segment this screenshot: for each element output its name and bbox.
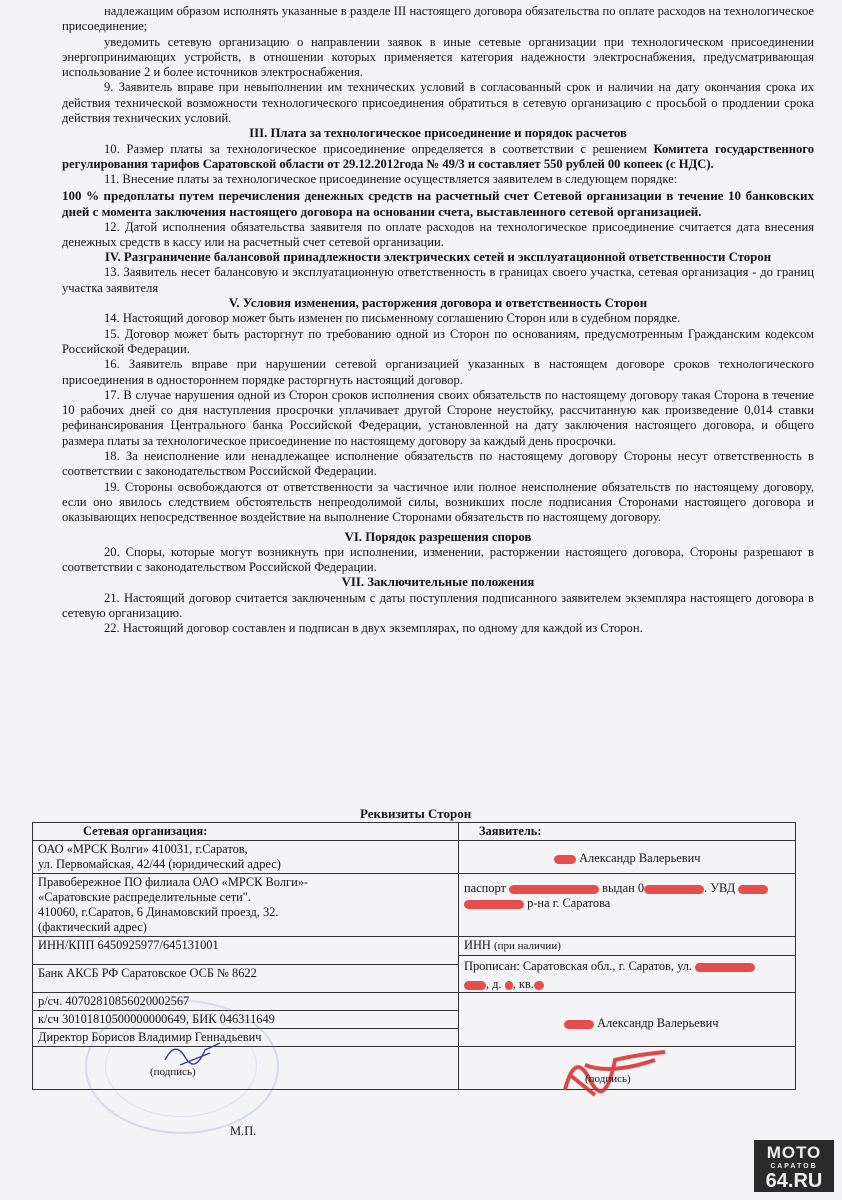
redaction-mark (464, 981, 486, 990)
paragraph-21: 21. Настоящий договор считается заключенным с даты поступления подписанного заявителем экземпляра настоящего договора в сетевую организацию. (62, 590, 814, 620)
paragraph-17: 17. В случае нарушения одной из Сторон сроков исполнения своих обязательств по настоящему договору такая Сторона в течение 10 рабочих дней со дня наступления просрочки уплачивает другой Стороне неустойку, рассчитанную как произведение 0,014 ставки рефинансирования Центрального банка Российской Федерации, установленной на дату заключения настоящего договора, и общего размера платы за технологическое присоединение по настоящему договору за каждый день просрочки. (62, 387, 814, 448)
inn-kpp: ИНН/КПП 6450925977/645131001 (33, 937, 459, 965)
branch-address: Правобережное ПО филиала ОАО «МРСК Волги»- «Саратовские распределительные сети". 410060, г.Саратов, 6 Динамовский проезд, 32. (фактический адрес) (33, 874, 459, 937)
section-heading: VII. Заключительные положения (341, 575, 535, 590)
signature-caption-left: (подпись) (150, 1066, 196, 1078)
paragraph-10: 10. Размер платы за технологическое присоединение определяется в соответствии с решением Комитета государственного регулирования тарифов Саратовской области от 29.12.2012года № 49/3 и составляет 550 рублей 00 копеек (с НДС). (62, 141, 814, 171)
seal-place-label: М.П. (230, 1124, 257, 1138)
paragraph: надлежащим образом исполнять указанные в разделе III настоящего договора обязательства по оплате расходов на технологическое присоединение; (62, 4, 814, 34)
redaction-mark (554, 855, 576, 864)
redaction-mark (564, 1020, 594, 1029)
paragraph-13: 13. Заявитель несет балансовую и эксплуатационную ответственность в границах своего участка, сетевая организация - до границ участка заявителя (62, 265, 814, 295)
paragraph-22: 22. Настоящий договор составлен и подписан в двух экземплярах, по одному для каждой из Сторон. (104, 621, 643, 636)
redaction-mark (738, 885, 768, 894)
section-heading: III. Плата за технологическое присоединение и порядок расчетов (249, 126, 627, 141)
applicant-passport: паспорт выдан 0 . УВД р-на г. Саратова (459, 874, 796, 937)
network-org-address: ОАО «МРСК Волги» 410031, г.Саратов, ул. Первомайская, 42/44 (юридический адрес) (33, 841, 459, 874)
correspondent-account: к/сч 30101810500000000649, БИК 046311649 (33, 1011, 459, 1029)
applicant-name-cell: Александр Валерьевич (459, 841, 796, 874)
network-org-header: Сетевая организация: (33, 823, 459, 841)
paragraph-14: 14. Настоящий договор может быть изменен по письменному соглашению Сторон или в судебном порядке. (104, 311, 681, 326)
paragraph-20: 20. Споры, которые могут возникнуть при исполнении, изменении, расторжении настоящего договора, Стороны разрешают в соответствии с законодательством Российской Федерации. (62, 544, 814, 575)
paragraph-11: 11. Внесение платы за технологическое присоединение осуществляется заявителем в следующем порядке: (104, 172, 678, 187)
redaction-mark (644, 885, 704, 894)
signature-caption-right: (подпись) (585, 1073, 631, 1085)
redaction-mark (464, 900, 524, 909)
section-heading: IV. Разграничение балансовой принадлежности электрических сетей и эксплуатационной ответственности Сторон (104, 250, 772, 265)
paragraph-16: 16. Заявитель вправе при нарушении сетевой организацией указанных в настоящем договоре сроков технологического присоединения в одностороннем порядке расторгнуть настоящий договор. (62, 357, 814, 387)
paragraph-12: 12. Датой исполнения обязательства заявителя по оплате расходов на технологическое присоединение считается дата внесения денежных средств в кассу или на расчетный счет сетевой организации. (62, 219, 814, 249)
bank-name: Банк АКСБ РФ Саратовское ОСБ № 8622 (33, 965, 459, 993)
contract-body (62, 4, 814, 637)
redaction-mark (534, 981, 544, 990)
redaction-mark (509, 885, 599, 894)
applicant-signature-name: Александр Валерьевич (459, 993, 796, 1047)
applicant-inn-registration: ИНН (при наличии) Прописан: Саратовская обл., г. Саратов, ул. , д. , кв. (459, 937, 796, 993)
paragraph: 9. Заявитель вправе при невыполнении им технических условий в согласованный срок и наличии на дату окончания срока их действия технической возможности технологического присоединения обратиться в сетевую организацию с просьбой о продлении срока действия технических условий. (62, 80, 814, 126)
applicant-signature (555, 1040, 685, 1100)
payment-terms: 100 % предоплаты путем перечисления денежных средств на расчетный счет Сетевой организации в течение 10 банковских дней с момента заключения настоящего договора на основании счета, выставленного сетевой организацией. (62, 187, 814, 219)
redaction-mark (505, 981, 513, 990)
requisites-title: Реквизиты Сторон (360, 806, 472, 821)
paragraph-19: 19. Стороны освобождаются от ответственности за частичное или полное неисполнение обязательств по настоящему договору, если оно явилось следствием обстоятельств непреодолимой силы, возникших после подписания Сторонами настоящего договора и оказывающих непосредственное воздействие на выполнение Сторонами обязательств по настоящему договору. (62, 479, 814, 525)
paragraph: уведомить сетевую организацию о направлении заявок в иные сетевые организации при технологическом присоединении энергопринимающих устройств, в отношении которых применяется категория надежности электроснабжения, предусматривающая использование 2 и более источников электроснабжения. (62, 34, 814, 80)
redaction-mark (695, 963, 755, 972)
site-watermark: МОТО САРАТОВ 64.RU (754, 1140, 834, 1192)
director: Директор Борисов Владимир Геннадьевич (33, 1029, 459, 1047)
section-heading: V. Условия изменения, расторжения договора и ответственность Сторон (228, 296, 648, 311)
paragraph-18: 18. За неисполнение или ненадлежащее исполнение обязательств по настоящему договору Стороны несут ответственность в соответствии с законодательством Российской Федерации. (62, 449, 814, 479)
section-heading: VI. Порядок разрешения споров (344, 529, 532, 544)
paragraph-15: 15. Договор может быть расторгнут по требованию одной из Сторон по основаниям, предусмотренным Гражданским кодексом Российской Федерации. (62, 326, 814, 356)
settlement-account: р/сч. 40702810856020002567 (33, 993, 459, 1011)
applicant-header: Заявитель: (459, 823, 796, 841)
